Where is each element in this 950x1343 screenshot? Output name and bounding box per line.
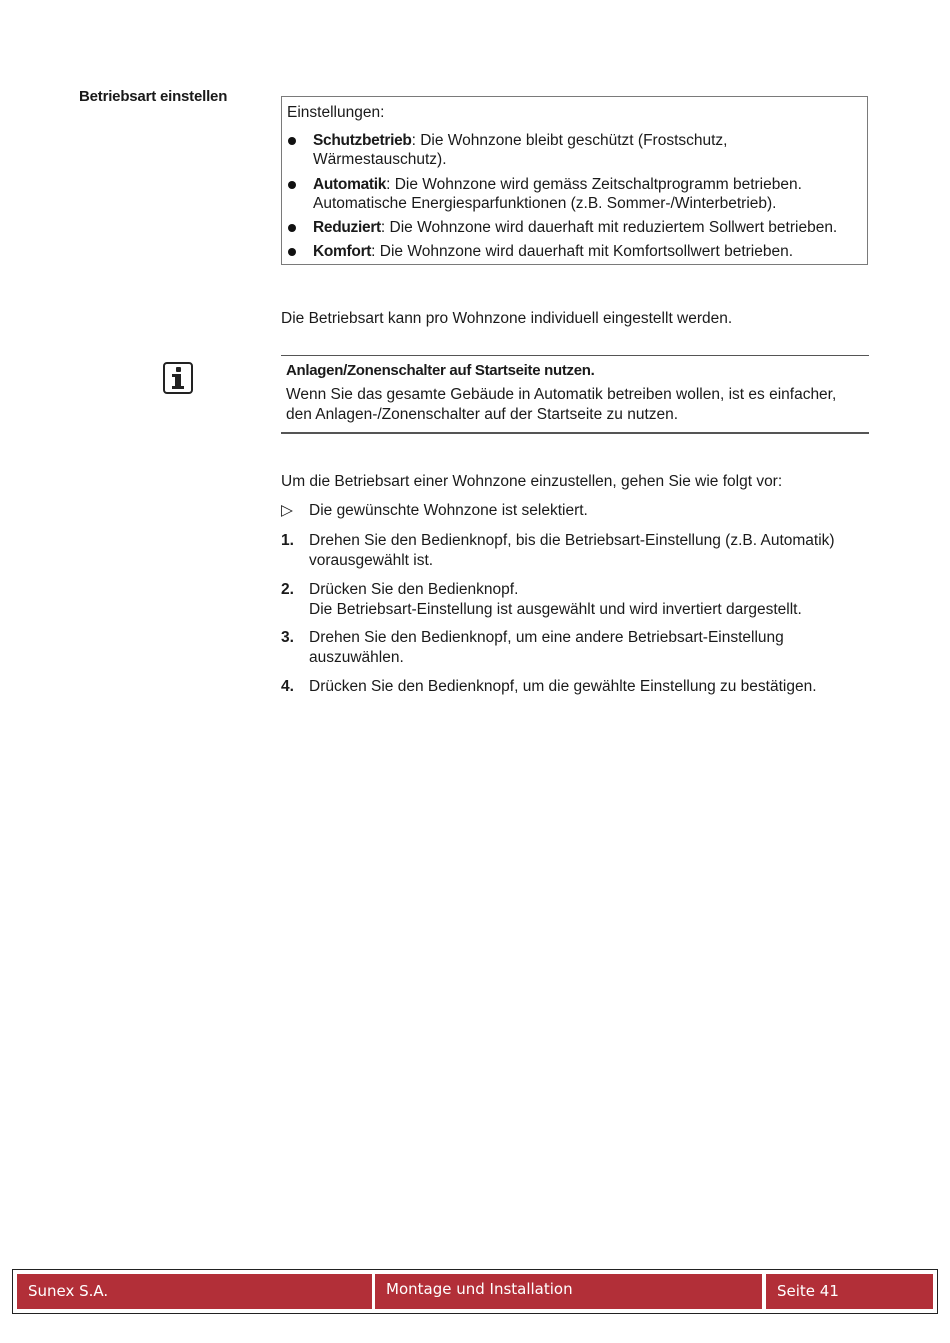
step-text: Drücken Sie den Bedienknopf, um die gewählte Einstellung zu bestätigen. — [309, 678, 817, 695]
settings-box — [281, 96, 868, 265]
footer-page-cell — [766, 1274, 933, 1309]
bullet-icon — [288, 224, 296, 232]
bullet-icon — [288, 181, 296, 189]
setting-term: Komfort — [313, 243, 372, 260]
note-top-divider — [281, 355, 869, 356]
setting-description: : Die Wohnzone wird dauerhaft mit reduziertem Sollwert betrieben. — [380, 219, 838, 236]
step-number: 3. — [281, 629, 294, 646]
step-text: Drücken Sie den Bedienknopf. — [309, 581, 519, 598]
note-body: Wenn Sie das gesamte Gebäude in Automatik betreiben wollen, ist es einfacher, den Anlagen-/Zonenschalter auf der Startseite zu nutzen. — [286, 386, 837, 423]
section-heading: Betriebsart einstellen — [79, 88, 228, 105]
footer-page-number: Seite 41 — [777, 1282, 839, 1300]
footer-title: Montage und Installation — [386, 1280, 573, 1298]
footer-company: Sunex S.A. — [28, 1282, 109, 1300]
step-text: Drehen Sie den Bedienknopf, bis die Betriebsart-Einstellung (z.B. Automatik) vorausgewählt ist. — [309, 532, 835, 569]
precondition-text: Die gewünschte Wohnzone ist selektiert. — [309, 502, 588, 519]
setting-term: Reduziert — [313, 219, 381, 236]
note-title: Anlagen/Zonenschalter auf Startseite nutzen. — [286, 362, 595, 379]
settings-intro: Einstellungen: — [287, 104, 385, 121]
note-bottom-divider — [281, 432, 869, 434]
bullet-icon — [288, 137, 296, 145]
triangle-icon: ▷ — [281, 502, 293, 519]
step-number: 1. — [281, 532, 294, 549]
setting-description: : Die Wohnzone wird dauerhaft mit Komfortsollwert betrieben. — [371, 243, 794, 260]
step-text: Drehen Sie den Bedienknopf, um eine andere Betriebsart-Einstellung auszuwählen. — [309, 629, 784, 666]
footer-title-cell — [375, 1274, 762, 1309]
body-paragraph: Die Betriebsart kann pro Wohnzone individuell eingestellt werden. — [281, 310, 733, 327]
setting-term: Automatik — [313, 176, 387, 193]
footer-company-cell — [17, 1274, 372, 1309]
step-number: 4. — [281, 678, 294, 695]
setting-description: : Die Wohnzone wird gemäss Zeitschaltprogramm betrieben. Automatische Energiesparfunktionen (z.B. Sommer-/Winterbetrieb). — [313, 176, 802, 212]
step-number: 2. — [281, 581, 294, 598]
info-icon — [163, 362, 193, 394]
step-result: Die Betriebsart-Einstellung ist ausgewählt und wird invertiert dargestellt. — [309, 600, 802, 618]
setting-description: : Die Wohnzone bleibt geschützt (Frostschutz, Wärmestauschutz). — [313, 132, 728, 168]
setting-term: Schutzbetrieb — [313, 132, 412, 149]
procedure-intro: Um die Betriebsart einer Wohnzone einzustellen, gehen Sie wie folgt vor: — [281, 473, 783, 490]
bullet-icon — [288, 248, 296, 256]
